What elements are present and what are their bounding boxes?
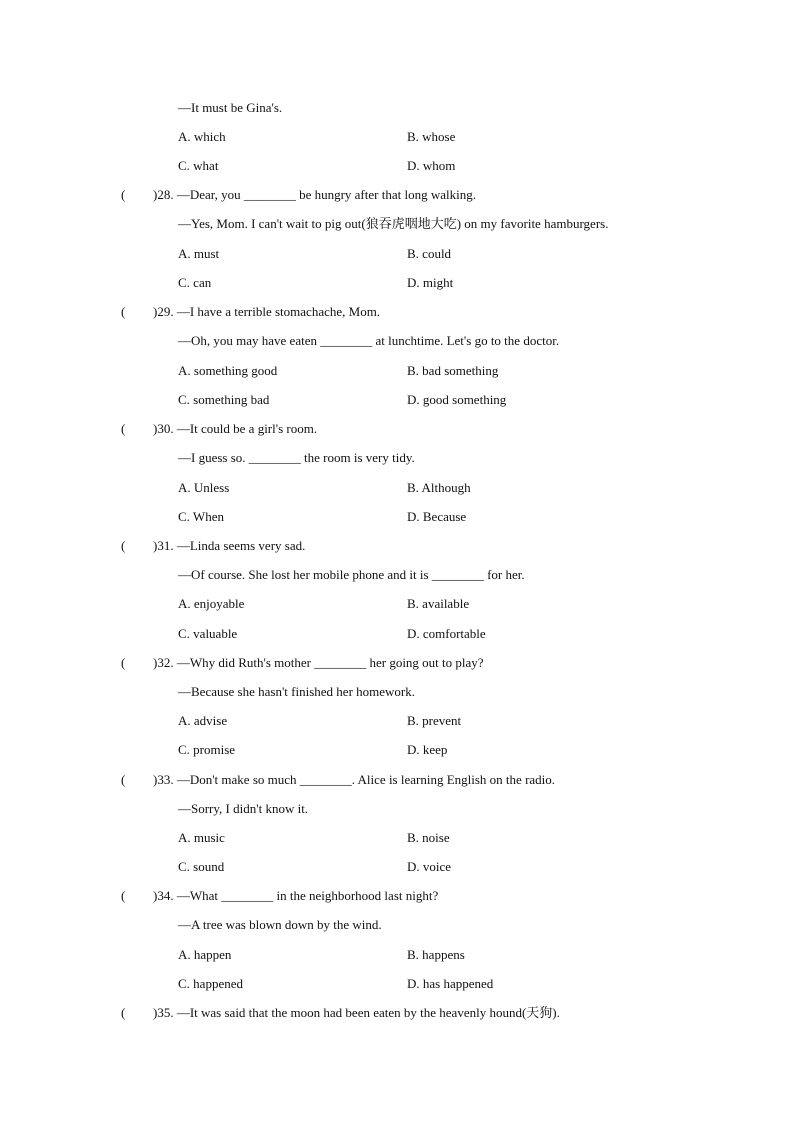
option-a: A. must [178,246,220,261]
option-b: B. noise [407,830,450,845]
answer-paren: ( [121,187,126,202]
answer-paren: ( [121,1005,126,1020]
question-reply: —Oh, you may have eaten ________ at lunchtime. Let's go to the doctor. [178,333,560,348]
option-b: B. whose [407,129,456,144]
option-b: B. happens [407,947,465,962]
question-prompt: )30. —It could be a girl's room. [153,421,318,436]
option-c: C. what [178,158,219,173]
option-a: A. music [178,830,225,845]
option-a: A. happen [178,947,232,962]
question-reply: —Of course. She lost her mobile phone and it is ________ for her. [178,567,525,582]
option-d: D. whom [407,158,456,173]
question-prompt: )35. —It was said that the moon had been eaten by the heavenly hound(天狗). [153,1005,560,1020]
answer-paren: ( [121,772,126,787]
question-prompt: )28. —Dear, you ________ be hungry after that long walking. [153,187,476,202]
option-c: C. sound [178,859,225,874]
question-reply: —It must be Gina's. [178,100,283,115]
answer-paren: ( [121,888,126,903]
question-reply: —Sorry, I didn't know it. [178,801,309,816]
option-c: C. valuable [178,626,238,641]
option-d: D. Because [407,509,467,524]
question-prompt: )32. —Why did Ruth's mother ________ her going out to play? [153,655,484,670]
answer-paren: ( [121,538,126,553]
question-reply: —Because she hasn't finished her homework. [178,684,416,699]
option-c: C. When [178,509,224,524]
question-reply: —A tree was blown down by the wind. [178,917,382,932]
option-d: D. keep [407,742,448,757]
option-a: A. Unless [178,480,230,495]
option-c: C. something bad [178,392,270,407]
option-d: D. voice [407,859,452,874]
question-reply: —I guess so. ________ the room is very tidy. [178,450,415,465]
option-a: A. something good [178,363,278,378]
option-c: C. can [178,275,212,290]
option-d: D. comfortable [407,626,486,641]
option-b: B. available [407,596,470,611]
option-b: B. prevent [407,713,462,728]
answer-paren: ( [121,655,126,670]
option-b: B. could [407,246,452,261]
option-a: A. advise [178,713,228,728]
question-reply: —Yes, Mom. I can't wait to pig out(狼吞虎咽地大吃) on my favorite hamburgers. [178,216,609,231]
option-d: D. might [407,275,454,290]
question-prompt: )34. —What ________ in the neighborhood last night? [153,888,439,903]
option-b: B. Although [407,480,471,495]
option-d: D. good something [407,392,507,407]
answer-paren: ( [121,304,126,319]
question-prompt: )31. —Linda seems very sad. [153,538,306,553]
option-b: B. bad something [407,363,499,378]
answer-paren: ( [121,421,126,436]
option-c: C. happened [178,976,243,991]
option-c: C. promise [178,742,236,757]
option-a: A. which [178,129,226,144]
option-a: A. enjoyable [178,596,245,611]
question-prompt: )29. —I have a terrible stomachache, Mom. [153,304,381,319]
option-d: D. has happened [407,976,494,991]
question-prompt: )33. —Don't make so much ________. Alice is learning English on the radio. [153,772,556,787]
